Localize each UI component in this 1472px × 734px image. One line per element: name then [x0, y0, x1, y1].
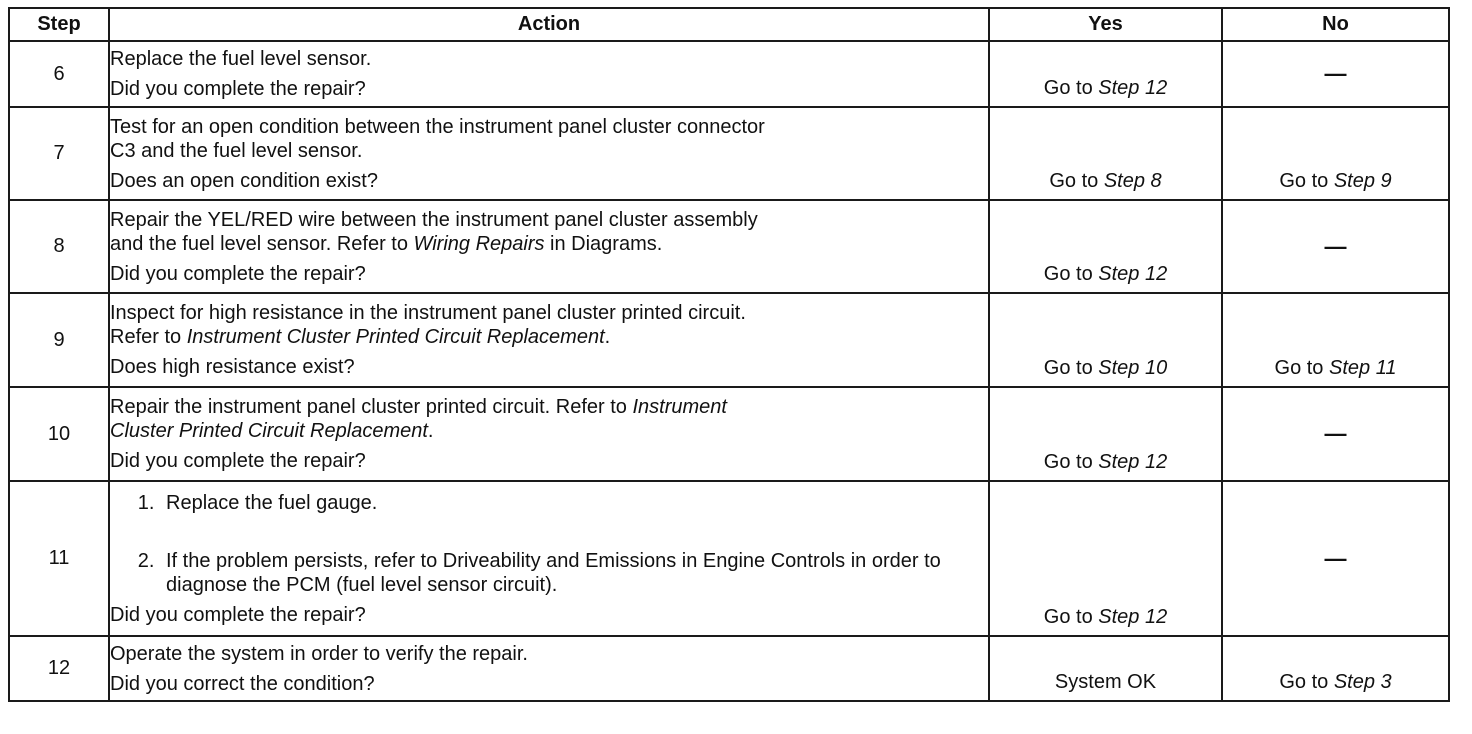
yes-cell: [989, 293, 1222, 387]
no-result: [1223, 357, 1448, 380]
action-text-part: Refer to: [110, 326, 187, 348]
no-prefix: Go to: [1279, 170, 1334, 192]
action-question: Does an open condition exist?: [110, 169, 378, 192]
yes-result: [990, 606, 1221, 629]
procedure-list: [110, 491, 988, 597]
action-text-part: and the fuel level sensor. Refer to: [110, 232, 414, 255]
no-step-link[interactable]: Step 11: [1329, 357, 1397, 379]
yes-cell: [989, 481, 1222, 636]
action-text-part: in Diagrams.: [544, 232, 663, 255]
no-cell: [1222, 481, 1449, 636]
wiring-repairs-reference[interactable]: Wiring Repairs: [413, 232, 545, 255]
yes-step-link[interactable]: Step 10: [1098, 357, 1168, 379]
table-row: [9, 481, 1449, 636]
action-text: Inspect for high resistance in the instrument panel cluster printed circuit.: [110, 302, 746, 324]
yes-result: [990, 263, 1221, 286]
action-text-part: .: [604, 326, 611, 348]
table-row: [9, 293, 1449, 387]
no-step-link[interactable]: Step 9: [1333, 170, 1392, 192]
action-text: [110, 232, 988, 256]
step-number: 11: [9, 481, 109, 636]
header-no: No: [1222, 8, 1449, 41]
no-result: [1223, 170, 1448, 193]
action-cell: [109, 387, 989, 481]
action-cell: [109, 107, 989, 200]
table-row: [9, 107, 1449, 200]
yes-result: [990, 357, 1221, 380]
action-cell: [109, 636, 989, 701]
yes-prefix: Go to: [1043, 263, 1099, 285]
action-question: Did you complete the repair?: [110, 450, 366, 472]
cluster-replacement-reference[interactable]: Cluster Printed Circuit Replacement: [110, 420, 428, 442]
action-text: C3 and the fuel level sensor.: [110, 139, 363, 162]
action-text: Operate the system in order to verify the repair.: [110, 642, 528, 665]
yes-prefix: Go to: [1043, 357, 1099, 379]
action-text: Replace the fuel level sensor.: [110, 48, 372, 70]
table-row: [9, 636, 1449, 701]
action-text: [110, 419, 988, 443]
yes-step-link[interactable]: Step 8: [1103, 170, 1162, 192]
action-question: Does high resistance exist?: [110, 356, 355, 378]
table-row: [9, 387, 1449, 481]
header-action: Action: [109, 8, 989, 41]
no-dash: —: [1324, 545, 1347, 571]
step-number: 6: [9, 41, 109, 107]
yes-step-link[interactable]: Step 12: [1098, 77, 1168, 99]
yes-result: [990, 170, 1221, 193]
diagnostic-table: [8, 7, 1450, 702]
step-number: 7: [9, 107, 109, 200]
no-prefix: Go to: [1279, 671, 1334, 693]
yes-prefix: Go to: [1043, 606, 1099, 628]
list-item: 2. If the problem persists, refer to Driveability and Emissions in Engine Controls in order to diagnose the PCM (fuel level sensor circuit).: [160, 549, 988, 597]
list-item: 1. Replace the fuel gauge.: [160, 491, 988, 515]
yes-prefix: Go to: [1043, 451, 1099, 473]
yes-step-link[interactable]: Step 12: [1098, 263, 1168, 285]
no-cell: [1222, 41, 1449, 107]
header-step: Step: [9, 8, 109, 41]
yes-step-link[interactable]: Step 12: [1098, 606, 1168, 628]
no-cell: [1222, 107, 1449, 200]
yes-cell: [989, 107, 1222, 200]
action-text: [110, 325, 988, 349]
yes-cell: [989, 636, 1222, 701]
cluster-replacement-reference[interactable]: Instrument: [632, 396, 727, 418]
yes-result: [990, 77, 1221, 100]
diagnostic-table-page: [8, 7, 1448, 702]
action-text: Test for an open condition between the instrument panel cluster connector: [110, 115, 765, 138]
action-cell: [109, 293, 989, 387]
no-result: [1223, 671, 1448, 694]
step-number: 10: [9, 387, 109, 481]
action-text: [110, 395, 988, 419]
yes-prefix: Go to: [1043, 77, 1099, 99]
table-row: [9, 41, 1449, 107]
no-cell: [1222, 293, 1449, 387]
action-question: Did you complete the repair?: [110, 78, 366, 100]
yes-step-link[interactable]: Step 12: [1098, 451, 1168, 473]
action-text: Repair the YEL/RED wire between the instrument panel cluster assembly: [110, 208, 758, 231]
action-question: Did you correct the condition?: [110, 672, 375, 695]
no-dash: —: [1324, 421, 1347, 446]
yes-result: System OK: [1054, 671, 1157, 693]
header-yes: Yes: [989, 8, 1222, 41]
action-question: Did you complete the repair?: [110, 603, 366, 626]
yes-result: [990, 451, 1221, 474]
yes-cell: [989, 200, 1222, 293]
action-question: Did you complete the repair?: [110, 262, 366, 285]
no-dash: —: [1324, 233, 1347, 259]
cluster-replacement-reference[interactable]: Instrument Cluster Printed Circuit Replacement: [186, 326, 605, 348]
action-cell: [109, 41, 989, 107]
yes-prefix: Go to: [1049, 170, 1104, 192]
yes-cell: [989, 387, 1222, 481]
yes-cell: [989, 41, 1222, 107]
no-cell: [1222, 636, 1449, 701]
action-cell: [109, 481, 989, 636]
action-text-part: Repair the instrument panel cluster printed circuit. Refer to: [110, 396, 633, 418]
no-cell: [1222, 200, 1449, 293]
no-step-link[interactable]: Step 3: [1333, 671, 1392, 693]
table-row: [9, 200, 1449, 293]
step-number: 8: [9, 200, 109, 293]
action-text-part: .: [427, 420, 434, 442]
step-number: 9: [9, 293, 109, 387]
no-prefix: Go to: [1274, 357, 1329, 379]
header-row: [9, 8, 1449, 41]
no-cell: [1222, 387, 1449, 481]
action-cell: [109, 200, 989, 293]
no-dash: —: [1324, 61, 1347, 86]
step-number: 12: [9, 636, 109, 701]
